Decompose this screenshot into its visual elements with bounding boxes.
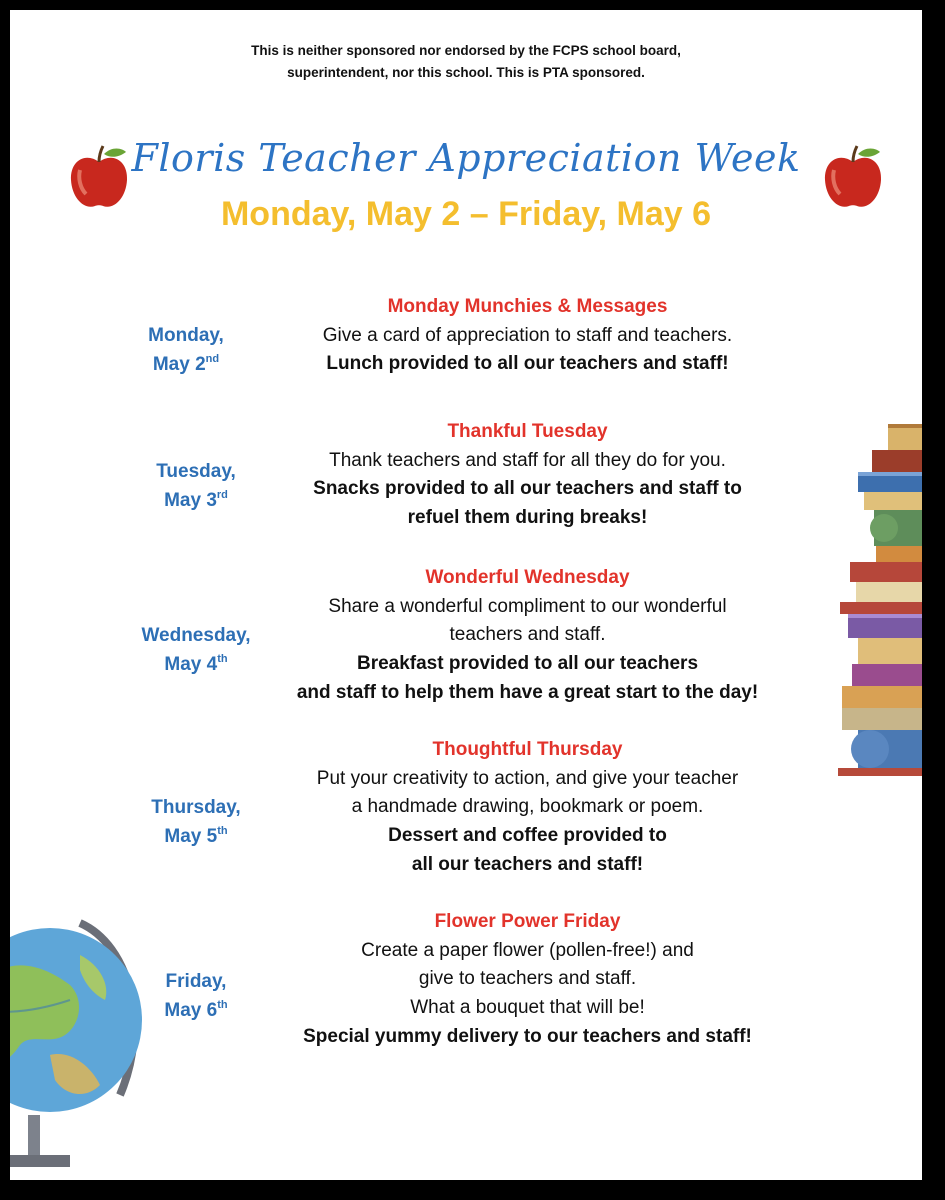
- day-name: Thursday,: [151, 797, 241, 818]
- disclaimer: [10, 40, 922, 84]
- event-heading: Flower Power Friday: [434, 911, 621, 932]
- day-label-tuesday: [106, 457, 286, 515]
- event-monday: [260, 293, 795, 379]
- event-heading: Thankful Tuesday: [447, 421, 608, 442]
- day-date: May 5th: [164, 825, 228, 847]
- event-bold-line: Lunch provided to all our teachers and staff!: [326, 353, 729, 375]
- event-line: a handmade drawing, bookmark or poem.: [351, 796, 704, 818]
- event-bold-line: refuel them during breaks!: [407, 507, 648, 529]
- event-bold-line: all our teachers and staff!: [411, 853, 644, 875]
- day-name: Wednesday,: [141, 625, 251, 646]
- globe-illustration: [10, 915, 160, 1180]
- day-label-thursday: [106, 793, 286, 851]
- disclaimer-line: This is neither sponsored nor endorsed by the FCPS school board,: [251, 43, 681, 58]
- day-date: May 6th: [164, 999, 228, 1021]
- event-line: Give a card of appreciation to staff and teachers.: [322, 324, 733, 346]
- day-date: May 4th: [164, 653, 228, 675]
- event-line: give to teachers and staff.: [418, 968, 637, 990]
- event-line: teachers and staff.: [449, 624, 606, 646]
- event-thursday: [260, 736, 795, 880]
- event-line: What a bouquet that will be!: [410, 997, 645, 1019]
- event-line: Thank teachers and staff for all they do for you.: [329, 449, 726, 471]
- event-bold-line: Breakfast provided to all our teachers: [356, 653, 699, 675]
- event-tuesday: [260, 418, 795, 533]
- book-stack-illustration: [828, 420, 922, 790]
- event-line: Share a wonderful compliment to our wonderful: [328, 595, 727, 617]
- day-date: May 3rd: [164, 489, 228, 511]
- day-label-monday: [96, 321, 276, 379]
- flyer-page: [10, 10, 922, 1180]
- event-line: Create a paper flower (pollen-free!) and: [361, 939, 694, 961]
- day-date: May 2nd: [152, 353, 220, 375]
- page-title: Floris Teacher Appreciation Week: [131, 136, 801, 180]
- page-subtitle: Monday, May 2 – Friday, May 6: [220, 195, 711, 233]
- event-bold-line: Special yummy delivery to our teachers and staff!: [303, 1025, 752, 1047]
- day-label-wednesday: [106, 621, 286, 679]
- event-heading: Monday Munchies & Messages: [387, 296, 668, 317]
- event-bold-line: Dessert and coffee provided to: [388, 825, 667, 847]
- event-heading: Wonderful Wednesday: [425, 567, 630, 588]
- event-line: Put your creativity to action, and give your teacher: [316, 767, 739, 789]
- event-heading: Thoughtful Thursday: [432, 739, 623, 760]
- day-name: Tuesday,: [156, 461, 236, 482]
- day-name: Friday,: [165, 971, 227, 992]
- event-bold-line: and staff to help them have a great start to the day!: [296, 681, 759, 703]
- event-wednesday: [260, 564, 795, 708]
- event-friday: [260, 908, 795, 1052]
- event-bold-line: Snacks provided to all our teachers and staff to: [313, 478, 742, 500]
- day-name: Monday,: [148, 325, 224, 346]
- disclaimer-line: superintendent, nor this school. This is PTA sponsored.: [287, 65, 645, 80]
